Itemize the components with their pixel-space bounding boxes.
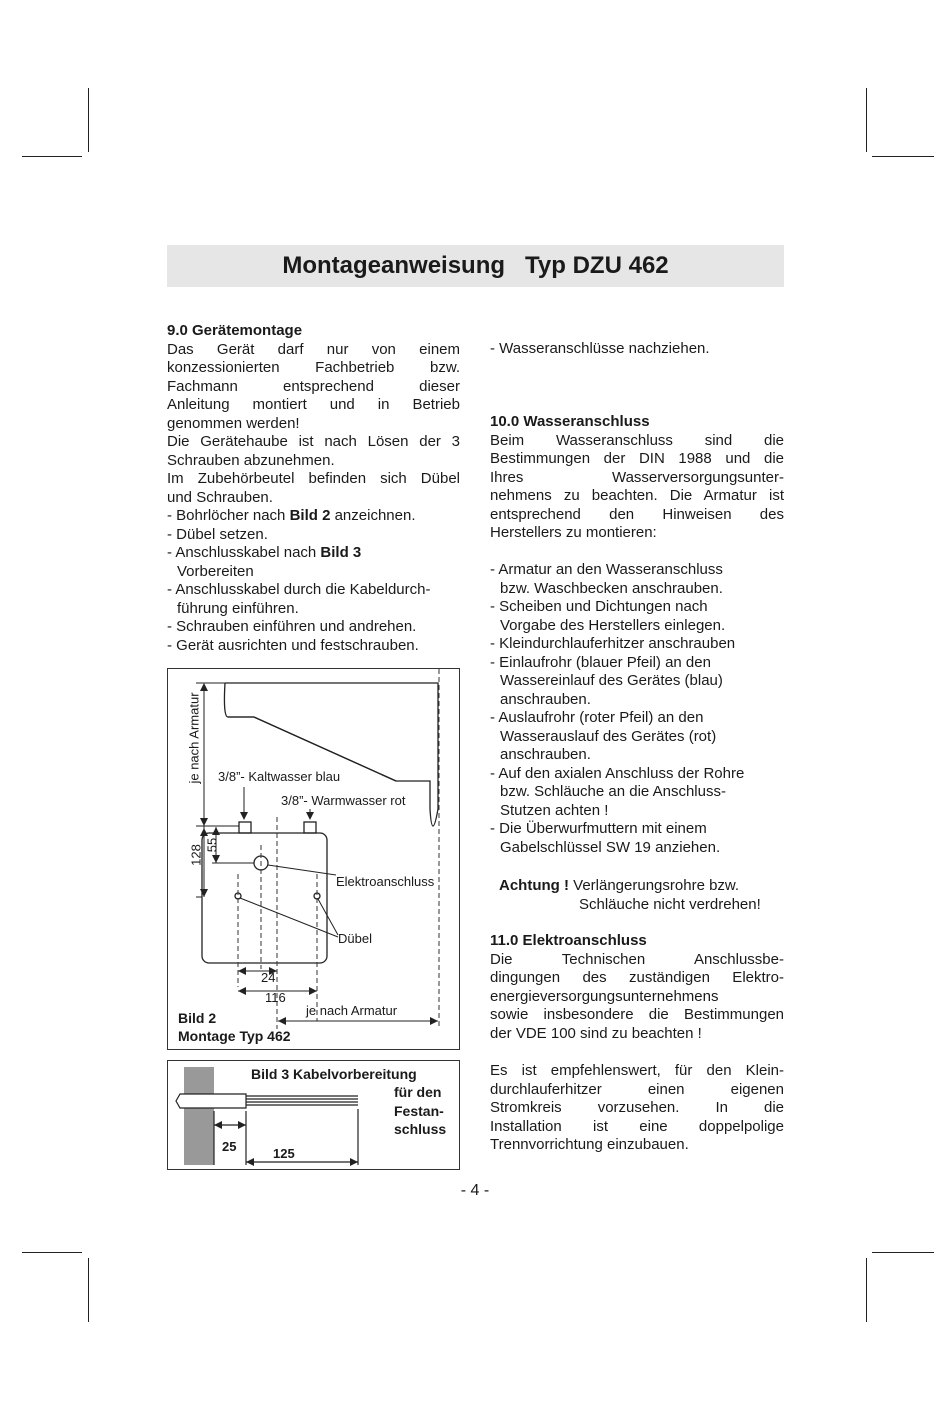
list-item: - Kleindurchlauferhitzer anschrauben — [490, 635, 736, 652]
paragraph-line: Ihres Wasserversorgungsunter- — [490, 468, 784, 486]
label-je-nach-armatur-vertical: je nach Armatur — [186, 692, 202, 784]
warning-line: Achtung ! Verlängerungsrohre bzw. — [499, 877, 740, 894]
paragraph-line: und Schrauben. — [167, 488, 273, 506]
list-item: - Anschlusskabel nach Bild 3 — [167, 544, 362, 561]
paragraph-line: Installation ist eine doppelpolige — [490, 1117, 784, 1135]
dimension-125: 125 — [273, 1146, 295, 1161]
page-title: Montageanweisung Typ DZU 462 — [282, 252, 669, 279]
list-item: - Auf den axialen Anschluss der Rohre — [490, 764, 745, 782]
figure-bild-3 — [167, 1060, 460, 1170]
left-column — [167, 322, 460, 655]
list-item: - Anschlusskabel durch die Kabeldurch- — [167, 581, 431, 598]
list-item-continuation: Gabelschlüssel SW 19 anziehen. — [500, 838, 721, 856]
list-item: - Gerät ausrichten und festschrauben. — [167, 636, 419, 654]
warning-note — [499, 877, 784, 914]
paragraph-line: dingungen des zuständigen Elektro- — [490, 969, 784, 986]
list-item: - Wasseranschlüsse nachziehen. — [490, 340, 710, 357]
paragraph-line: Die Technischen Anschlussbe- — [490, 950, 784, 968]
paragraph-line: durchlauferhitzer einen eigenen — [490, 1080, 784, 1098]
paragraph-line: Trennvorrichtung einzubauen. — [490, 1136, 689, 1153]
paragraph-line: Bestimmungen der DIN 1988 und die — [490, 450, 784, 467]
section-heading-11: 11.0 Elektroanschluss — [490, 932, 647, 949]
list-item-continuation: Stutzen achten ! — [500, 801, 609, 819]
paragraph-line: Stromkreis vorzusehen. In die — [490, 1099, 784, 1116]
section-heading-10: 10.0 Wasseranschluss — [490, 413, 650, 430]
figure-caption: Montage Typ 462 — [178, 1028, 291, 1044]
wall-section — [184, 1067, 214, 1165]
paragraph-line: Anleitung montiert und in Betrieb — [167, 396, 460, 413]
page-number: - 4 - — [460, 1182, 490, 1199]
section-heading-9: 9.0 Gerätemontage — [167, 322, 303, 339]
label-kaltwasser: 3/8”- Kaltwasser blau — [218, 769, 341, 784]
list-item-continuation: führung einführen. — [177, 599, 299, 617]
dimension-24: 24 — [261, 970, 276, 985]
figure-caption: Festan- — [394, 1103, 444, 1119]
list-item: - Auslaufrohr (roter Pfeil) an den — [490, 709, 704, 726]
warning-line: Schläuche nicht verdrehen! — [579, 895, 761, 913]
crop-mark — [88, 88, 89, 152]
section-11 — [490, 932, 784, 1043]
label-duebel: Dübel — [338, 931, 372, 946]
paragraph-line: Herstellers zu montieren: — [490, 524, 657, 541]
crop-mark — [88, 1258, 89, 1322]
list-item: - Einlaufrohr (blauer Pfeil) an den — [490, 653, 711, 671]
section-10 — [490, 413, 784, 543]
right-column — [490, 340, 784, 359]
list-item: - Die Überwurfmuttern mit einem — [490, 820, 707, 837]
list-item-continuation: bzw. Waschbecken anschrauben. — [500, 579, 723, 597]
paragraph-line: nehmens zu beachten. Die Armatur ist — [490, 487, 784, 504]
paragraph-line: der VDE 100 sind zu beachten ! — [490, 1024, 702, 1042]
paragraph-line: Das Gerät darf nur von einem — [167, 340, 460, 358]
crop-mark — [866, 88, 867, 152]
list-item-continuation: anschrauben. — [500, 746, 591, 763]
crop-mark — [866, 1258, 867, 1322]
crop-mark — [872, 156, 934, 157]
dimension-55: 55 — [204, 837, 220, 853]
paragraph-line: Die Gerätehaube ist nach Lösen der 3 — [167, 433, 460, 450]
list-item-continuation: Wasserauslauf des Gerätes (rot) — [500, 727, 717, 745]
figure-caption: Bild 3 Kabelvorbereitung — [251, 1066, 417, 1082]
paragraph-line: Beim Wasseranschluss sind die — [490, 431, 784, 449]
dimension-25: 25 — [222, 1139, 237, 1154]
figure-bild-2 — [167, 668, 460, 1050]
list-item: - Dübel setzen. — [167, 525, 268, 543]
mounting-steps-list — [490, 561, 784, 857]
label-elektroanschluss: Elektroanschluss — [336, 874, 435, 889]
list-item: - Schrauben einführen und andrehen. — [167, 618, 417, 635]
list-item-continuation: bzw. Schläuche an die Anschluss- — [500, 783, 726, 800]
paragraph-line: entsprechend den Hinweisen des — [490, 505, 784, 523]
crop-mark — [22, 1252, 82, 1253]
figure-caption: für den — [394, 1084, 442, 1100]
label-je-nach-armatur-horizontal: je nach Armatur — [306, 1003, 398, 1018]
label-warmwasser: 3/8”- Warmwasser rot — [281, 793, 406, 808]
crop-mark — [872, 1252, 934, 1253]
paragraph-line: Schrauben abzunehmen. — [167, 451, 335, 469]
list-item-continuation: Vorgabe des Herstellers einlegen. — [500, 616, 726, 634]
paragraph-line: sowie insbesondere die Bestimmungen — [490, 1006, 784, 1023]
dimension-128: 128 — [188, 844, 204, 866]
paragraph-line: genommen werden! — [167, 414, 300, 432]
paragraph-line: Fachmann entsprechend dieser — [167, 377, 460, 395]
list-item-continuation: Vorbereiten — [177, 562, 254, 580]
list-item-continuation: Wassereinlauf des Gerätes (blau) — [500, 672, 723, 689]
crop-mark — [22, 156, 82, 157]
paragraph-line: konzessionierten Fachbetrieb bzw. — [167, 359, 460, 376]
dimension-116: 116 — [265, 990, 286, 1005]
list-item: - Bohrlöcher nach Bild 2 anzeichnen. — [167, 507, 416, 524]
paragraph-line: Im Zubehörbeutel befinden sich Dübel — [167, 470, 460, 487]
list-item-continuation: anschrauben. — [500, 690, 591, 708]
paragraph-line: Es ist empfehlenswert, für den Klein- — [490, 1062, 784, 1079]
paragraph-line: energieversorgungsunternehmens — [490, 987, 719, 1005]
figure-caption: Bild 2 — [178, 1010, 217, 1026]
list-item: - Armatur an den Wasseranschluss — [490, 561, 723, 578]
mounting-diagram — [168, 669, 461, 1051]
section-11-recommendation — [490, 1062, 784, 1155]
list-item: - Scheiben und Dichtungen nach — [490, 598, 708, 615]
figure-caption: schluss — [394, 1121, 447, 1137]
